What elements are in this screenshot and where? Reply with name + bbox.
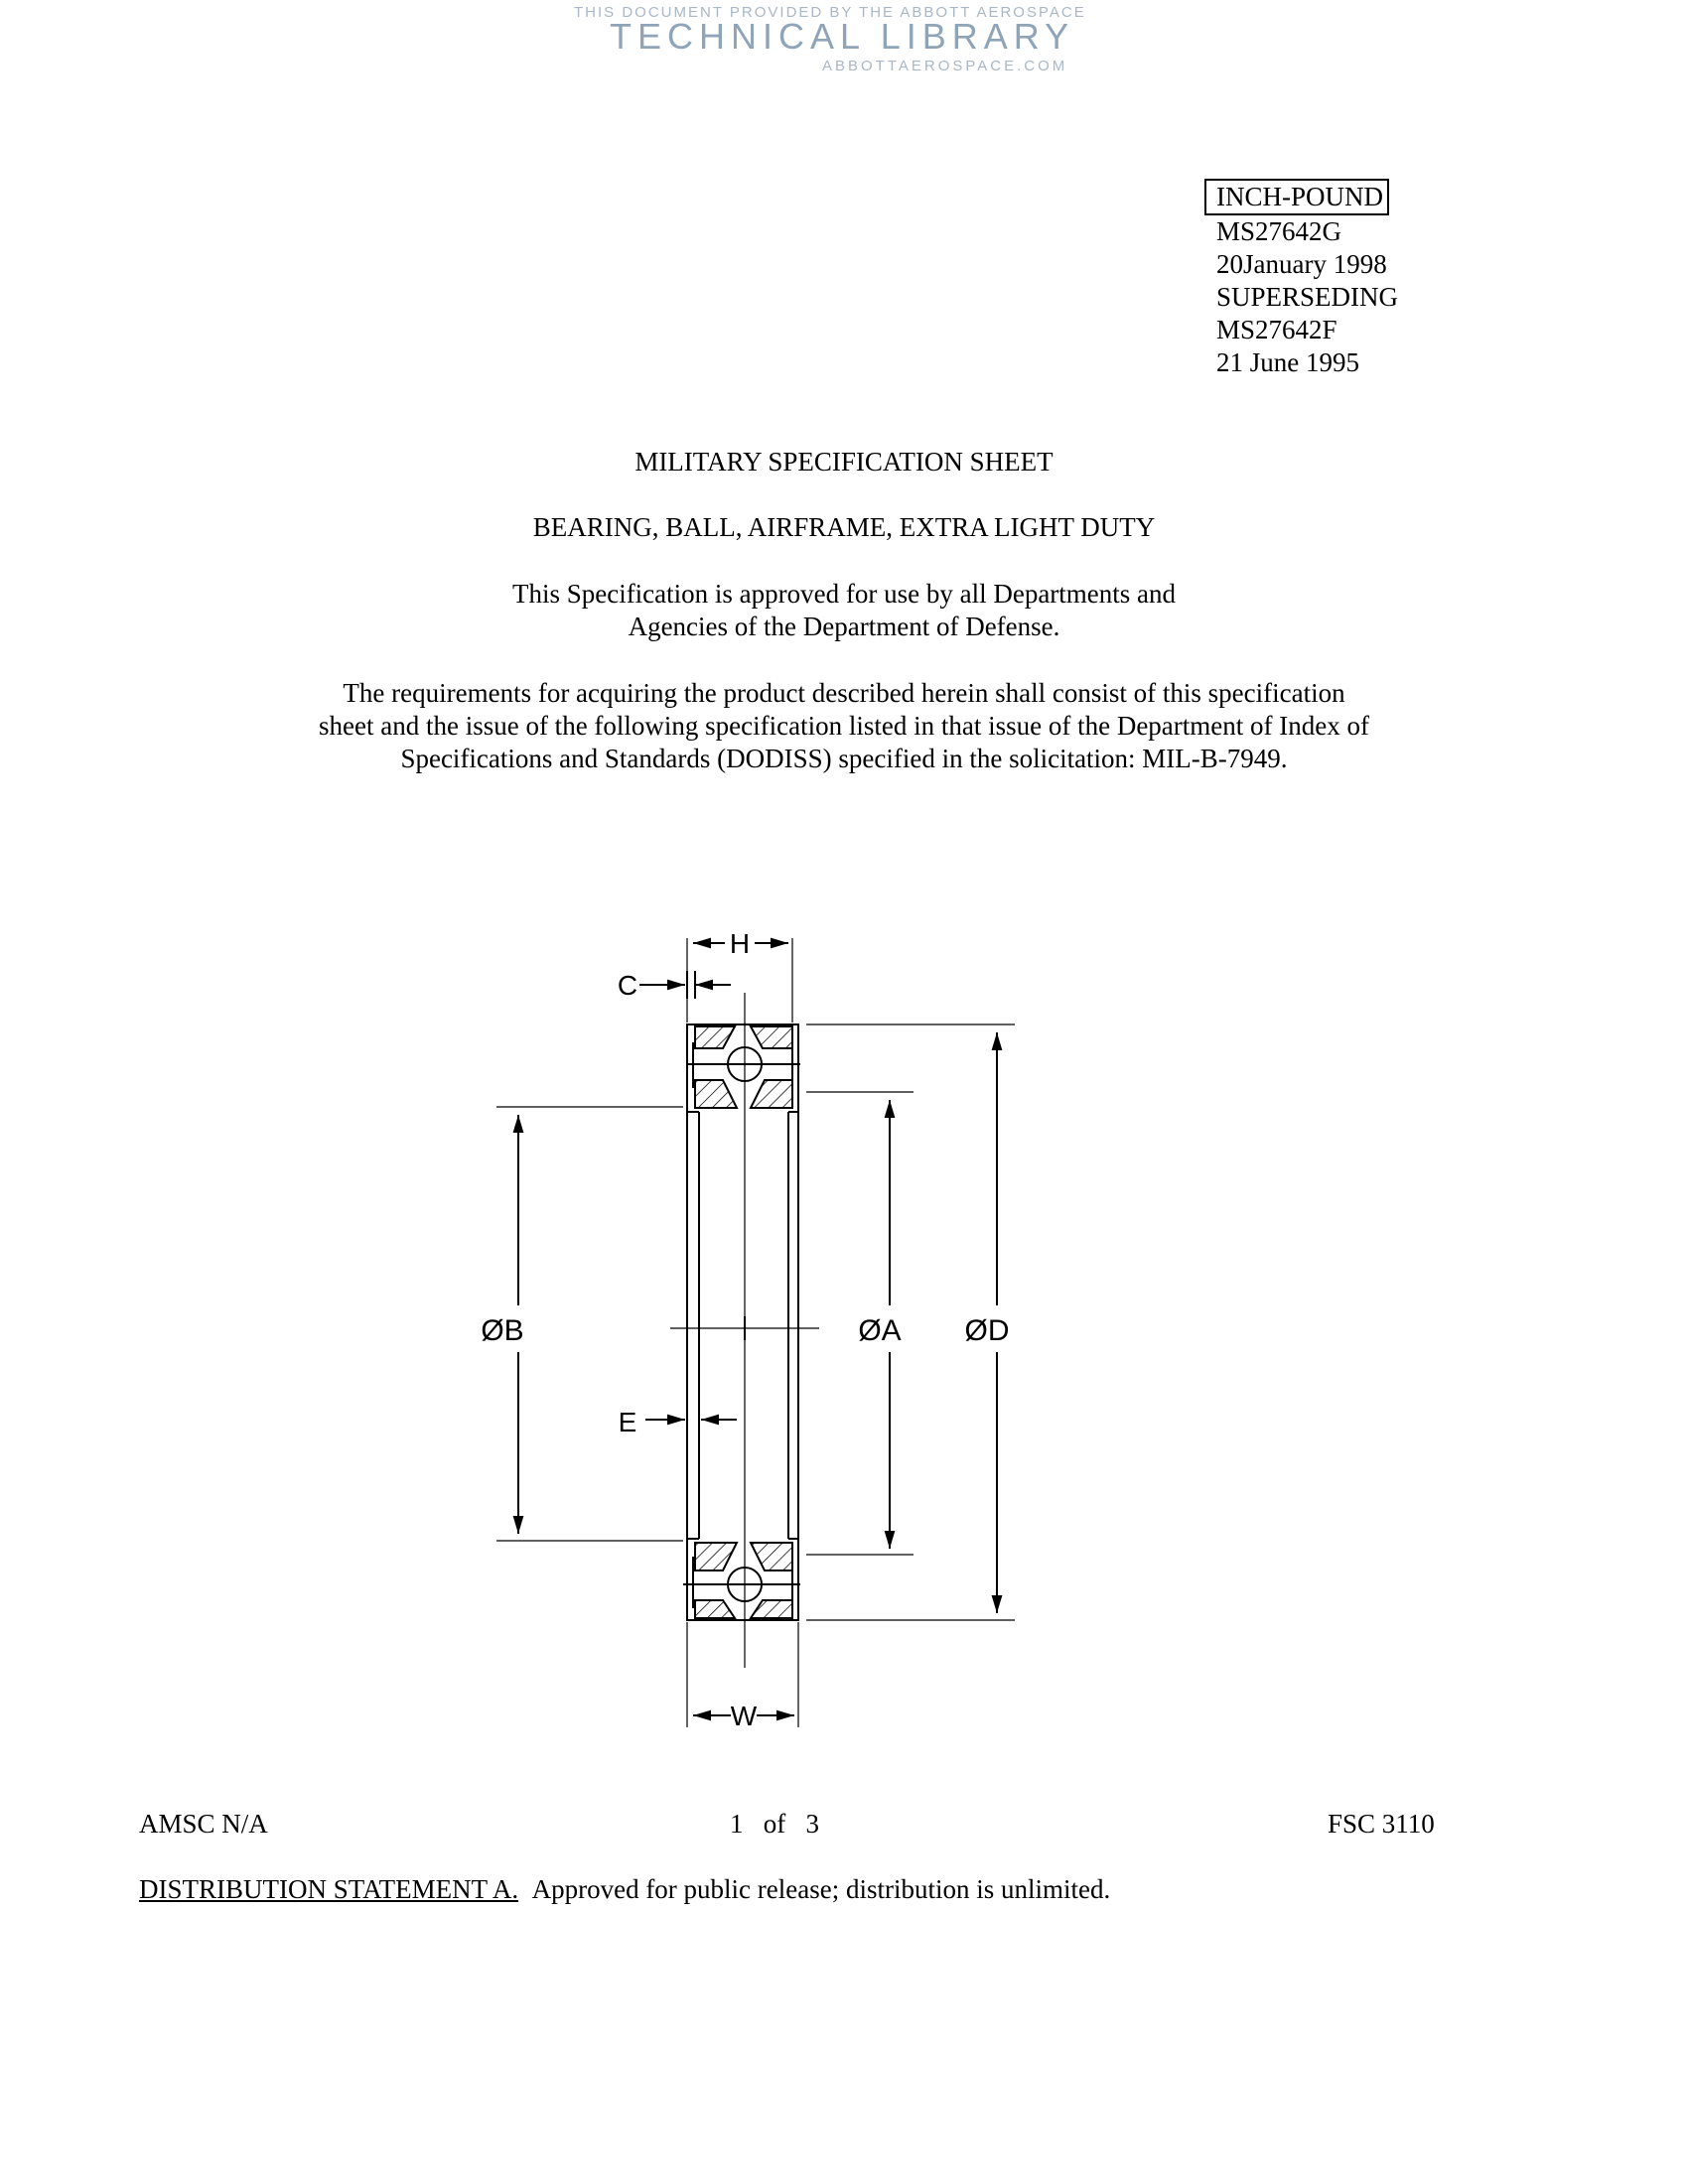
previous-document-date: 21 June 1995 [1216,347,1359,377]
distribution-statement [139,1872,1110,1906]
dimension-label-h: H [729,928,751,959]
page-number: 1 of 3 [730,1809,819,1839]
previous-document-number: MS27642F [1216,315,1337,344]
watermark-top-line: THIS DOCUMENT PROVIDED BY THE ABBOTT AEROSPACE [574,4,1086,21]
dimension-label-w: W [730,1701,758,1731]
superseding-label: SUPERSEDING [1216,282,1399,312]
document-number: MS27642G [1216,216,1342,246]
distribution-label: DISTRIBUTION STATEMENT A. [139,1874,519,1904]
inch-pound-box: INCH-POUND [1204,179,1389,215]
requirements-line-1: The requirements for acquiring the product described herein shall consist of this specification [343,678,1345,708]
page-subtitle: BEARING, BALL, AIRFRAME, EXTRA LIGHT DUTY [532,512,1156,542]
amsc-label: AMSC N/A [139,1809,268,1839]
watermark [566,0,1086,79]
approval-line-1: This Specification is approved for use by all Departments and [511,579,1177,609]
distribution-text: Approved for public release; distribution is unlimited. [531,1874,1111,1904]
dimension-label-c: C [617,970,638,1001]
dimension-label-a: ØA [858,1314,902,1347]
bearing-drawing [457,913,1053,1747]
fsc-label: FSC 3110 [1328,1809,1435,1839]
document-header [1216,179,1398,379]
page-title: MILITARY SPECIFICATION SHEET [634,447,1054,477]
approval-line-2: Agencies of the Department of Defense. [628,612,1060,641]
requirements-line-3: Specifications and Standards (DODISS) specified in the solicitation: MIL-B-7949. [400,744,1288,773]
document-date: 20January 1998 [1216,249,1387,279]
watermark-title: TECHNICAL LIBRARY [610,16,1075,57]
watermark-url: ABBOTTAEROSPACE.COM [822,58,1068,74]
dimension-label-d: ØD [964,1314,1010,1347]
dimension-label-b: ØB [481,1314,524,1347]
dimension-label-e: E [618,1407,637,1437]
requirements-line-2: sheet and the issue of the following specification listed in that issue of the Department of Index of [319,711,1369,741]
